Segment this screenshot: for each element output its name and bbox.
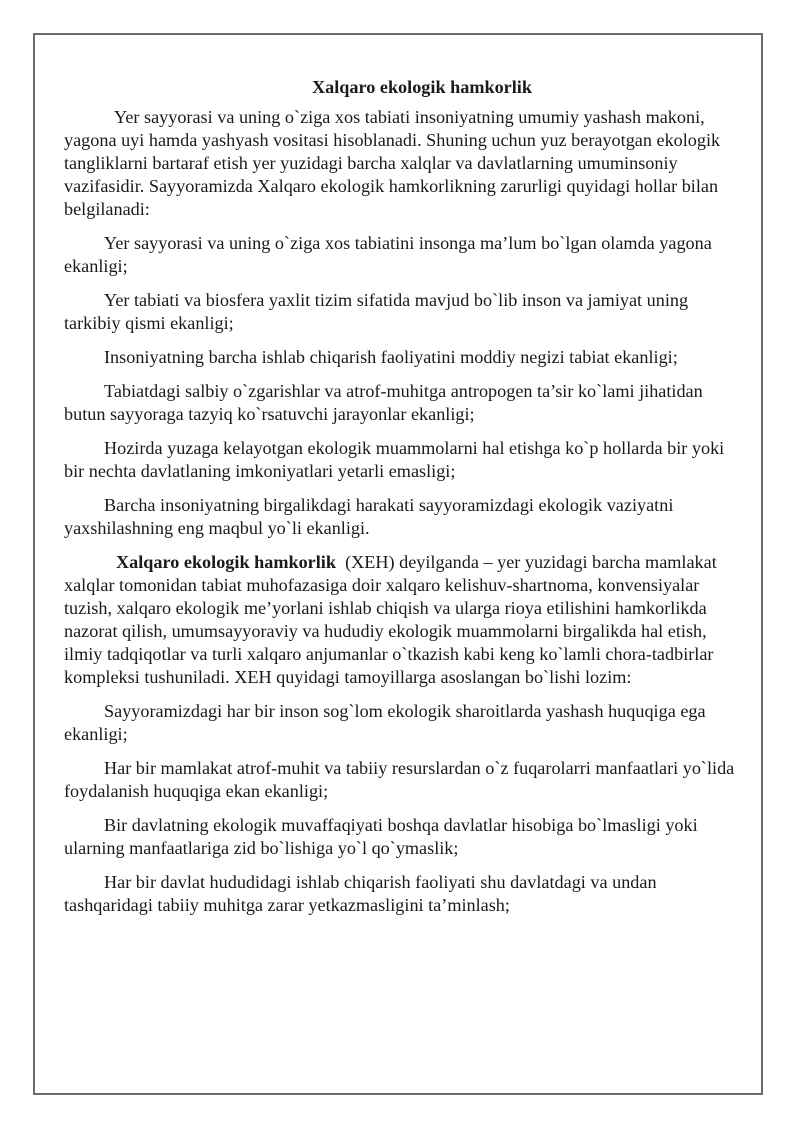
definition-paragraph: [64, 551, 744, 689]
intro-paragraph: Yer sayyorasi va uning o`ziga xos tabiati insoniyatning umumiy yashash makoni, yagona uyi hamda yashyash vositasi hisoblanadi. Shuning uchun yuz berayotgan ekologik tangliklarni bartaraf etish yer yuzidagi barcha xalqlar va davlatlarning umuminsoniy vazifasidir. Sayyoramizda Xalqaro ekologik hamkorlikning zarurligi quyidagi hollar bilan belgilanadi:: [64, 107, 721, 219]
necessity-item: Yer sayyorasi va uning o`ziga xos tabiatini insonga ma’lum bo`lgan olamda yagona ekanligi;: [64, 233, 712, 276]
definition-text: (XEH) deyilganda – yer yuzidagi barcha mamlakat xalqlar tomonidan tabiat muhofazasiga doir xalqaro kelishuv-shartnoma, konvensiyalar tuzish, xalqaro ekologik me’yorlani ishlab chiqish va ularga rioya etilishini hamkorlikda nazorat qilish, umumsayyoraviy va hududiy ekologik muammolarni birgalikda hal etish, ilmiy tadqiqotlar va turli xalqaro anjumanlar o`tkazish kabi keng ko`lamli chora-tadbirlar kompleksi tushuniladi. XEH quyidagi tamoyillarga asoslangan bo`lishi lozim:: [64, 552, 722, 687]
necessity-item: Barcha insoniyatning birgalikdagi harakati sayyoramizdagi ekologik vaziyatni yaxshilashning eng maqbul yo`li ekanligi.: [64, 495, 674, 538]
definition-term: Xalqaro ekologik hamkorlik: [116, 552, 336, 572]
document-body: [64, 76, 744, 928]
necessity-item: Yer tabiati va biosfera yaxlit tizim sifatida mavjud bo`lib inson va jamiyat uning tarkibiy qismi ekanligi;: [64, 290, 689, 333]
necessity-item: Insoniyatning barcha ishlab chiqarish faoliyatini moddiy negizi tabiat ekanligi;: [104, 347, 678, 367]
document-title: Xalqaro ekologik hamkorlik: [312, 77, 532, 97]
principle-item: Har bir mamlakat atrof-muhit va tabiiy resurslardan o`z fuqarolarri manfaatlari yo`lida foydalanish huquqiga ekan ekanligi;: [64, 758, 735, 801]
principle-item: Sayyoramizdagi har bir inson sog`lom ekologik sharoitlarda yashash huquqiga ega ekanligi;: [64, 701, 706, 744]
principle-item: Bir davlatning ekologik muvaffaqiyati boshqa davlatlar hisobiga bo`lmasligi yoki ularning manfaatlariga zid bo`lishiga yo`l qo`ymaslik;: [64, 815, 698, 858]
necessity-item: Tabiatdagi salbiy o`zgarishlar va atrof-muhitga antropogen ta’sir ko`lami jihatidan butun sayyoraga tazyiq ko`rsatuvchi jarayonlar ekanligi;: [64, 381, 703, 424]
necessity-item: Hozirda yuzaga kelayotgan ekologik muammolarni hal etishga ko`p hollarda bir yoki bir nechta davlatlaning imkoniyatlari yetarli emasligi;: [64, 438, 725, 481]
principle-item: Har bir davlat hududidagi ishlab chiqarish faoliyati shu davlatdagi va undan tashqaridagi tabiiy muhitga zarar yetkazmasligini ta’minlash;: [64, 872, 657, 915]
